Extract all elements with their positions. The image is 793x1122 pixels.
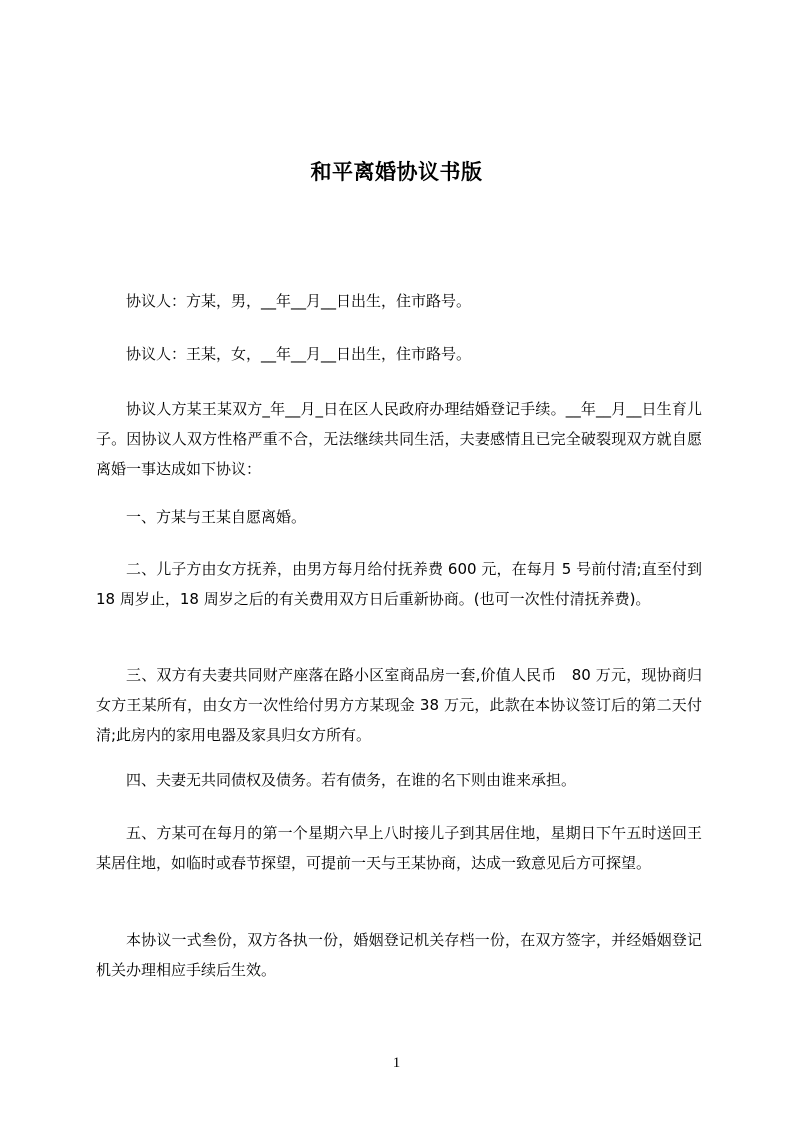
document-title: 和平离婚协议书版 bbox=[310, 160, 483, 185]
effectiveness-paragraph: 本协议一式叁份，双方各执一份，婚姻登记机关存档一份，在双方签字，并经婚姻登记机关办理相应手续后生效。 bbox=[96, 931, 702, 979]
background-paragraph: 协议人方某王某双方_年__月_日在区人民政府办理结婚登记手续。__年__月__日生育儿子。因协议人双方性格严重不合，无法继续共同生活，夫妻感情且已完全破裂现双方就自愿离婚一事达成如下协议： bbox=[96, 400, 702, 478]
clause-five-paragraph: 五、方某可在每月的第一个星期六早上八时接儿子到其居住地，星期日下午五时送回王某居住地，如临时或春节探望，可提前一天与王某协商，达成一致意见后方可探望。 bbox=[96, 824, 702, 872]
clause-four-paragraph: 四、夫妻无共同债权及债务。若有债务，在谁的名下则由谁来承担。 bbox=[126, 771, 577, 789]
page-number: 1 bbox=[392, 1055, 401, 1071]
party-a-paragraph: 协议人：方某，男，__年__月__日出生，住市路号。 bbox=[126, 292, 472, 310]
clause-one-paragraph: 一、方某与王某自愿离婚。 bbox=[126, 508, 307, 526]
party-b-paragraph: 协议人：王某，女，__年__月__日出生，住市路号。 bbox=[126, 345, 472, 363]
clause-three-paragraph: 三、双方有夫妻共同财产座落在路小区室商品房一套,价值人民币 80 万元，现协商归女方王某所有，由女方一次性给付男方方某现金 38 万元，此款在本协议签订后的第二天付清;此房内的家用电器及家具归女方所有。 bbox=[96, 666, 702, 744]
clause-two-paragraph: 二、儿子方由女方抚养，由男方每月给付抚养费 600 元，在每月 5 号前付清;直至付到 18 周岁止，18 周岁之后的有关费用双方日后重新协商。(也可一次性付清抚养费)。 bbox=[96, 560, 702, 608]
